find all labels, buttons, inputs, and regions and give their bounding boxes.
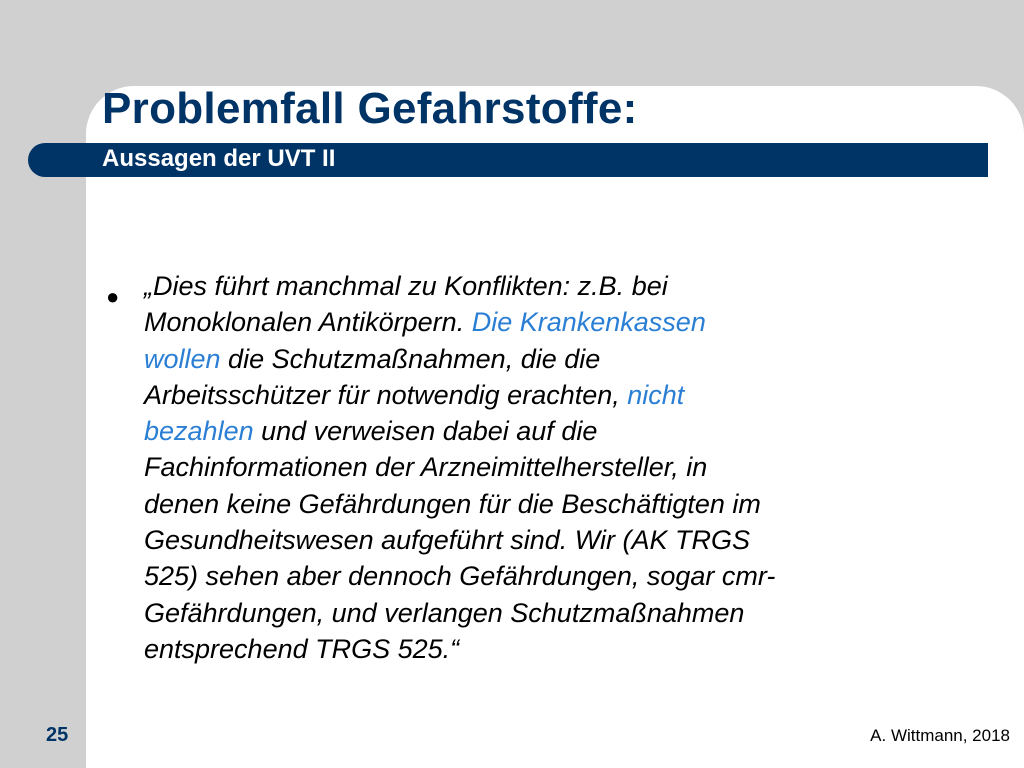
quote-line	[144, 268, 974, 304]
left-frame	[0, 0, 86, 768]
quote-highlight-segment: nicht	[627, 379, 685, 410]
author-credit: A. Wittmann, 2018	[870, 726, 1010, 745]
quote-line	[144, 486, 974, 522]
quote-segment: und verweisen dabei auf die	[253, 416, 598, 447]
quote-segment: Gesundheitswesen aufgeführt sind. Wir (AK TRGS	[144, 525, 751, 556]
slide-title: Problemfall Gefahrstoffe:	[102, 84, 638, 133]
slide-subtitle: Aussagen der UVT II	[102, 145, 336, 172]
quote-segment: 525) sehen aber dennoch Gefährdungen, sogar cmr-	[144, 561, 776, 592]
quote-highlight-segment: bezahlen	[144, 416, 254, 447]
quote-segment: denen keine Gefährdungen für die Beschäftigten im	[144, 488, 761, 519]
quote-line	[144, 304, 974, 340]
quote-line	[144, 558, 974, 594]
quote-segment: die Schutzmaßnahmen, die die	[220, 343, 601, 374]
quote-line	[144, 631, 974, 667]
quote-segment: entsprechend TRGS 525.“	[144, 633, 460, 664]
quote-segment: Arbeitsschützer für notwendig erachten,	[144, 379, 628, 410]
quote-highlight-segment: Die Krankenkassen	[471, 307, 706, 338]
quote-line	[144, 377, 974, 413]
bullet-quote-text	[144, 268, 974, 667]
quote-line	[144, 595, 974, 631]
quote-segment: Fachinformationen der Arzneimittelhersteller, in	[144, 452, 708, 483]
page-number: 25	[46, 724, 69, 746]
quote-line	[144, 449, 974, 485]
bullet-marker: ●	[106, 284, 120, 309]
top-frame	[0, 0, 1024, 86]
quote-segment: „Dies führt manchmal zu Konflikten: z.B. bei	[144, 271, 668, 301]
quote-line	[144, 341, 974, 377]
quote-line	[144, 413, 974, 449]
quote-line	[144, 522, 974, 558]
quote-segment: Monoklonalen Antikörpern.	[144, 307, 472, 338]
quote-segment: Gefährdungen, und verlangen Schutzmaßnahmen	[144, 597, 745, 628]
quote-highlight-segment: wollen	[144, 343, 221, 374]
